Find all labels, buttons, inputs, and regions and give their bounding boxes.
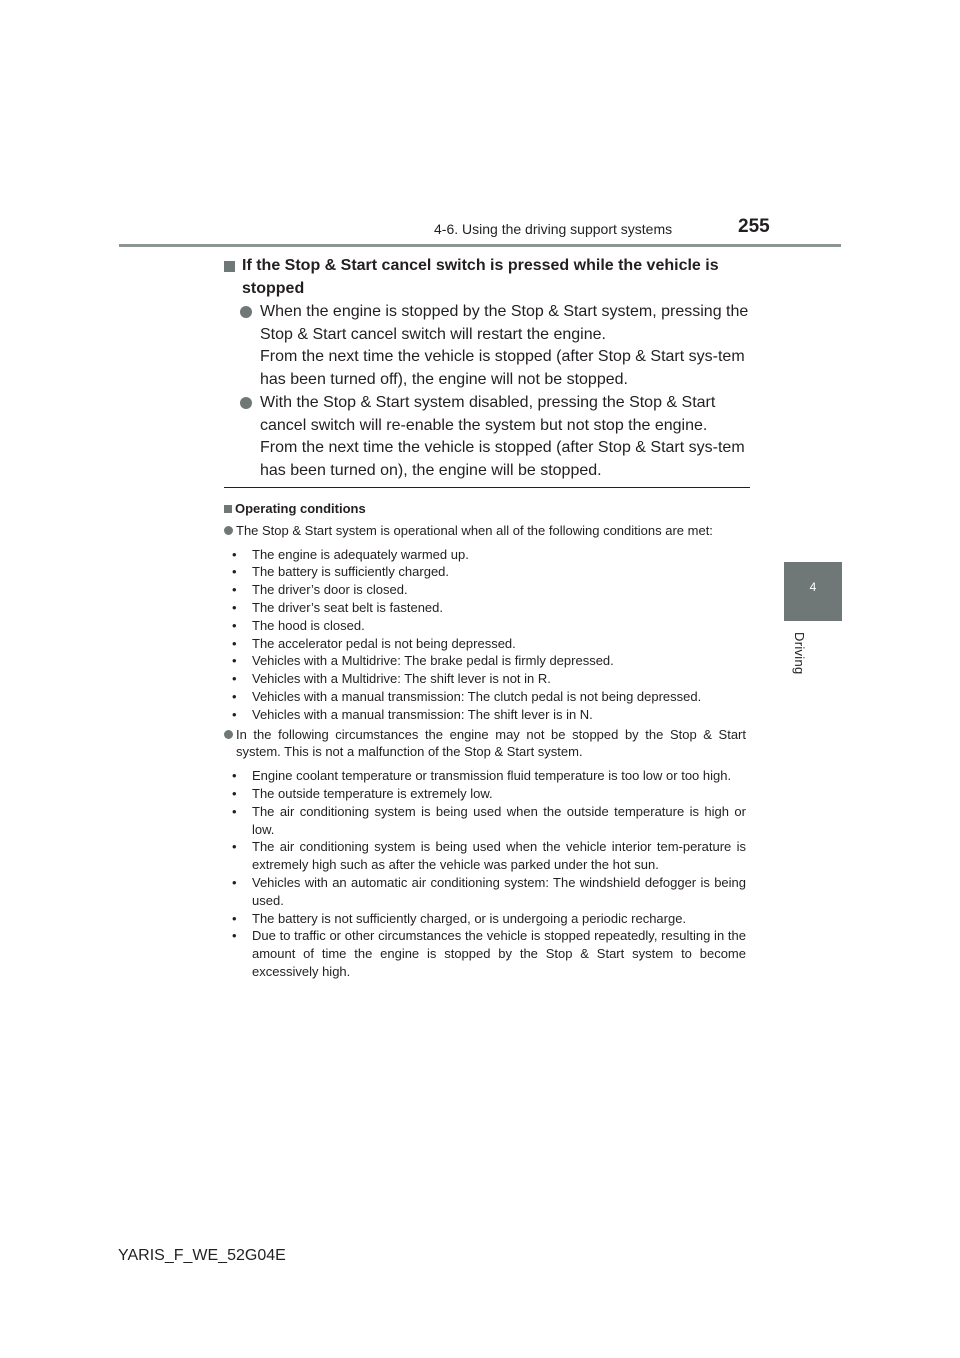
conditions-list [224, 546, 746, 724]
square-bullet-icon [224, 261, 235, 272]
list-item: • Vehicles with a Multidrive: The shift lever is not in R. [252, 670, 746, 688]
list-item: • Vehicles with a manual transmission: The shift lever is in N. [252, 706, 746, 724]
list-item: • The driver’s door is closed. [252, 581, 746, 599]
document-code: YARIS_F_WE_52G04E [118, 1247, 286, 1264]
section-heading [222, 255, 750, 300]
list-item: • Engine coolant temperature or transmission fluid temperature is too low or too high. [252, 767, 746, 785]
list-item: • The driver’s seat belt is fastened. [252, 599, 746, 617]
round-bullet-icon [224, 730, 233, 739]
notes-bullet-text: The Stop & Start system is operational when all of the following conditions are met: [236, 522, 713, 538]
list-item: • The battery is not sufficiently charged, or is undergoing a periodic recharge. [252, 910, 746, 928]
page-number: 255 [738, 216, 770, 237]
list-item: • Vehicles with a manual transmission: The clutch pedal is not being depressed. [252, 688, 746, 706]
chapter-number: 4 [809, 580, 817, 594]
list-item: • The air conditioning system is being used when the vehicle interior tem-perature is extremely high such as after the vehicle was parked under the hot sun. [252, 838, 746, 874]
list-item: • Vehicles with an automatic air conditioning system: The windshield defogger is being used. [252, 874, 746, 910]
list-item: • Due to traffic or other circumstances the vehicle is stopped repeatedly, resulting in the amount of time the engine is stopped by the Stop & Start system to become excessively high. [252, 927, 746, 980]
notes-heading [224, 500, 746, 518]
bullet-text-continued: From the next time the vehicle is stopped (after Stop & Start sys-tem has been turned off), the engine will not be stopped. [260, 348, 745, 388]
list-item: • Vehicles with a Multidrive: The brake pedal is firmly depressed. [252, 652, 746, 670]
notes-bullet [224, 522, 746, 540]
circumstances-list [224, 767, 746, 981]
bullet-text: When the engine is stopped by the Stop & Start system, pressing the Stop & Start cancel switch will restart the engine. [260, 303, 749, 343]
header-rule [119, 244, 841, 247]
list-item: • The accelerator pedal is not being depressed. [252, 635, 746, 653]
bullet-text-continued: From the next time the vehicle is stopped (after Stop & Start sys-tem has been turned on), the engine will be stopped. [260, 439, 745, 479]
round-bullet-icon [240, 397, 252, 409]
main-bullet [222, 301, 750, 391]
section-heading-text: If the Stop & Start cancel switch is pressed while the vehicle is stopped [242, 257, 719, 297]
list-item: • The air conditioning system is being used when the outside temperature is high or low. [252, 803, 746, 839]
notes-bullet [224, 726, 746, 762]
list-item: • The engine is adequately warmed up. [252, 546, 746, 564]
list-item: • The battery is sufficiently charged. [252, 563, 746, 581]
main-section [222, 255, 750, 482]
chapter-tab [784, 562, 842, 621]
bullet-text: With the Stop & Start system disabled, pressing the Stop & Start cancel switch will re-enable the system but not stop the engine. [260, 394, 716, 434]
round-bullet-icon [240, 306, 252, 318]
notes-bullet-text: In the following circumstances the engine may not be stopped by the Stop & Start system. This is not a malfunction of the Stop & Start system. [236, 726, 746, 760]
section-title: 4-6. Using the driving support systems [434, 221, 673, 237]
list-item: • The hood is closed. [252, 617, 746, 635]
chapter-label: Driving [792, 632, 807, 675]
square-bullet-icon [224, 505, 232, 513]
list-item: • The outside temperature is extremely low. [252, 785, 746, 803]
notes-heading-text: Operating conditions [235, 501, 366, 516]
main-bullet [222, 392, 750, 482]
section-divider [224, 487, 750, 488]
round-bullet-icon [224, 526, 233, 535]
notes-section [224, 500, 746, 981]
